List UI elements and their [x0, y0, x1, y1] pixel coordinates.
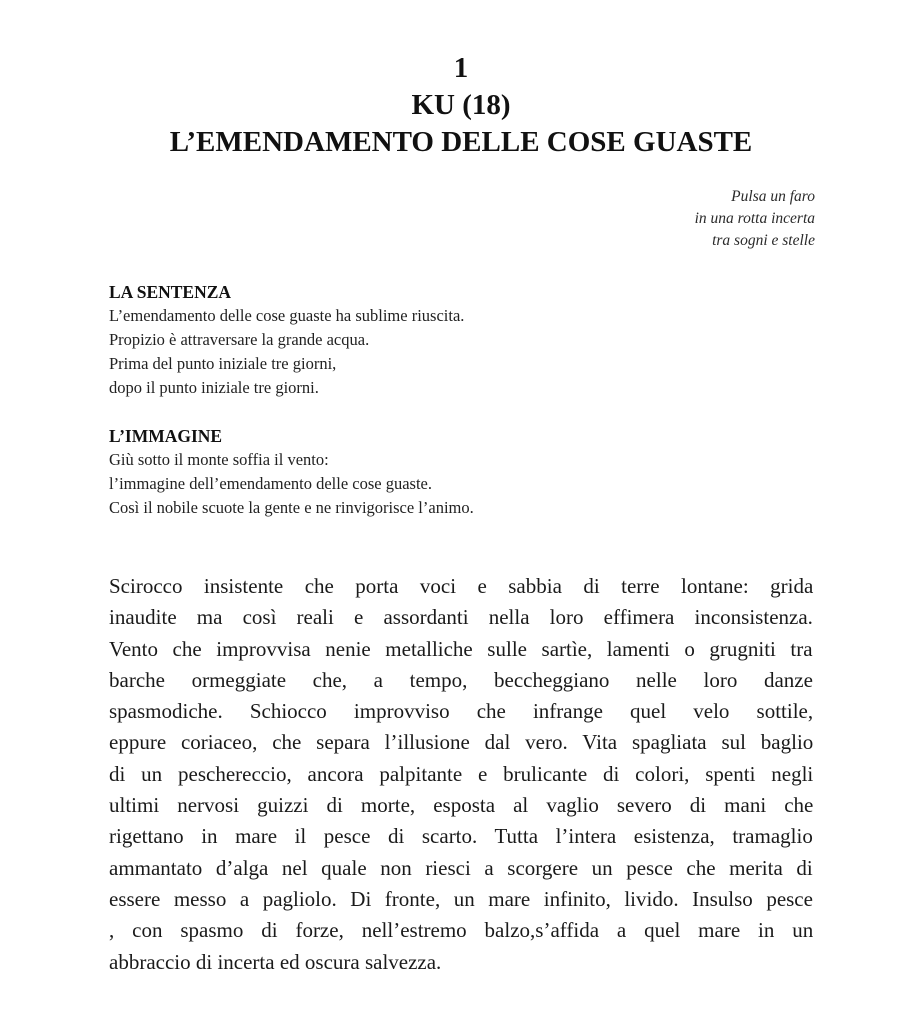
body-line: essere messo a pagliolo. Di fronte, un mare infinito, livido. Insulso pesce	[109, 886, 813, 911]
chapter-heading	[0, 50, 922, 161]
immagine-line: Giù sotto il monte soffia il vento:	[109, 450, 329, 469]
body-line: inaudite ma così reali e assordanti nella loro effimera inconsistenza.	[109, 605, 813, 630]
immagine-line: Così il nobile scuote la gente e ne rinvigorisce l’animo.	[109, 498, 474, 517]
body-line: di un peschereccio, ancora palpitante e brulicante di colori, spenti negli	[109, 761, 814, 786]
sentenza-line: L’emendamento delle cose guaste ha sublime riuscita.	[109, 306, 465, 325]
hexagram-name: KU (18)	[411, 89, 511, 121]
epigraph-line: tra sogni e stelle	[712, 232, 815, 249]
immagine-section	[109, 424, 709, 520]
immagine-line: l’immagine dell’emendamento delle cose guaste.	[109, 474, 433, 493]
sentenza-line: Prima del punto iniziale tre giorni,	[109, 354, 337, 373]
body-line: rigettano in mare il pesce di scarto. Tutta l’intera esistenza, tramaglio	[109, 824, 813, 849]
body-line: barche ormeggiate che, a tempo, beccheggiano nelle loro danze	[109, 667, 813, 692]
body-line: ammantato d’alga nel quale non riesci a scorgere un pesce che merita di	[109, 855, 813, 880]
sentenza-line: Propizio è attraversare la grande acqua.	[109, 330, 370, 349]
body-paragraph	[109, 571, 813, 978]
sentenza-title: LA SENTENZA	[109, 282, 232, 302]
epigraph	[695, 186, 815, 252]
immagine-title: L’IMMAGINE	[109, 426, 223, 446]
body-line: ultimi nervosi guizzi di morte, esposta al vaglio severo di mani che	[109, 793, 814, 818]
body-line: Vento che improvvisa nenie metalliche sulle sartìe, lamenti o grugniti tra	[109, 636, 813, 661]
epigraph-line: in una rotta incerta	[694, 210, 815, 227]
body-line: eppure coriaceo, che separa l’illusione dal vero. Vita spagliata sul baglio	[109, 730, 814, 755]
sentenza-section	[109, 280, 709, 400]
sentenza-line: dopo il punto iniziale tre giorni.	[109, 378, 319, 397]
chapter-title: L’EMENDAMENTO DELLE COSE GUASTE	[169, 126, 753, 158]
body-line: abbraccio di incerta ed oscura salvezza.	[109, 949, 442, 974]
body-line: spasmodiche. Schiocco improvviso che infrange quel velo sottile,	[109, 699, 814, 724]
body-line: Scirocco insistente che porta voci e sabbia di terre lontane: grida	[109, 574, 814, 598]
body-line: , con spasmo di forze, nell’estremo balzo,s’affida a quel mare in un	[109, 918, 814, 943]
epigraph-line: Pulsa un faro	[731, 188, 815, 205]
chapter-number: 1	[453, 52, 469, 84]
